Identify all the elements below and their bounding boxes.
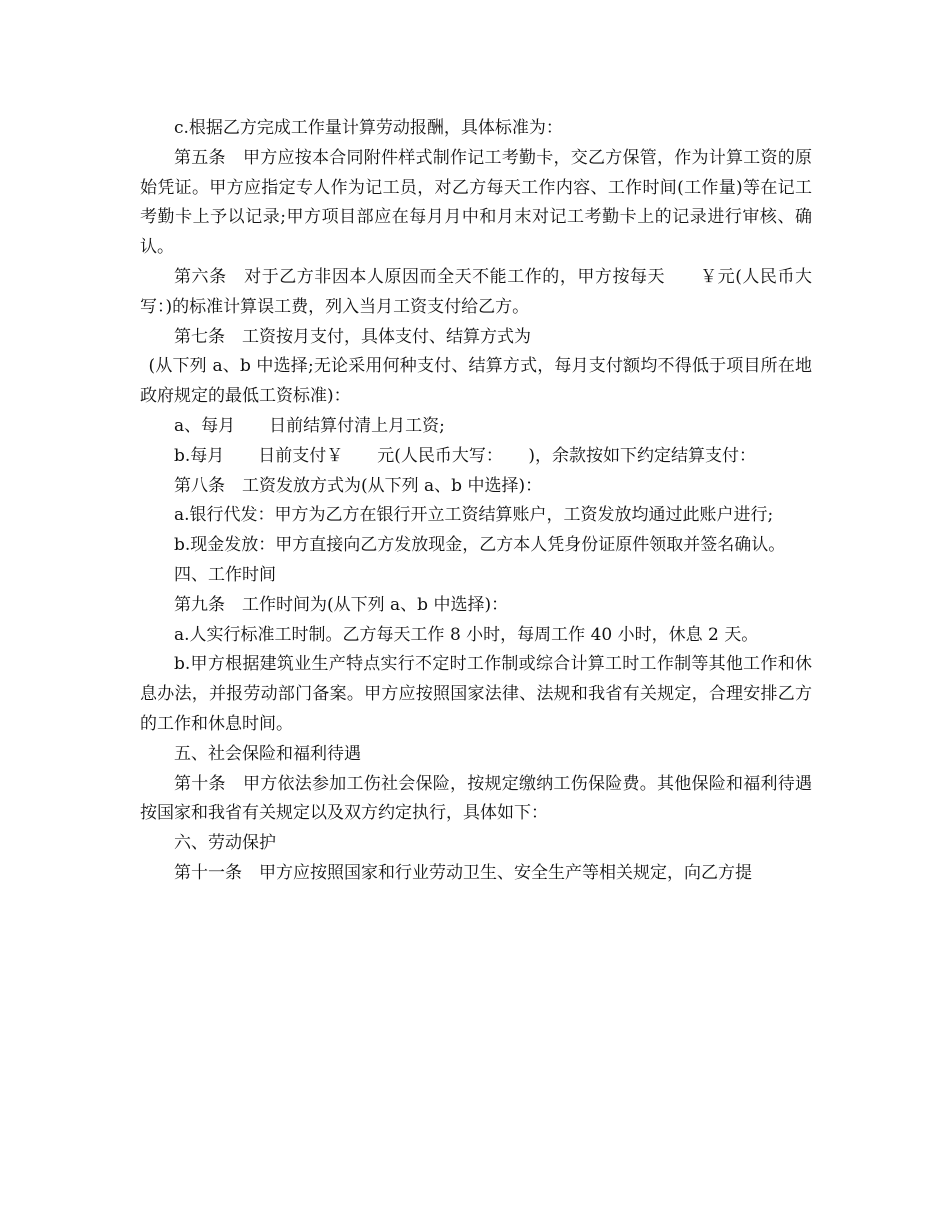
paragraph-article-9: 第九条 工作时间为(从下列 a、b 中选择)： [174, 594, 509, 615]
paragraph-c-remuneration: c.根据乙方完成工作量计算劳动报酬，具体标准为： [174, 118, 563, 138]
paragraph-article-10: 第十条 甲方依法参加工伤社会保险，按规定缴纳工伤保险费。其他保险和福利待遇按国家和我省有关规定以及双方约定执行，具体如下： [140, 773, 812, 824]
section-heading-labor-protection: 六、劳动保护 [174, 833, 276, 854]
paragraph-article-7-a: a、每月 日前结算付清上月工资; [174, 415, 445, 436]
paragraph-article-11: 第十一条 甲方应按照国家和行业劳动卫生、安全生产等相关规定，向乙方提 [174, 862, 752, 883]
paragraph-article-5: 第五条 甲方应按本合同附件样式制作记工考勤卡，交乙方保管，作为计算工资的原始凭证。甲方应指定专人作为记工员，对乙方每天工作内容、工作时间(工作量)等在记工考勤卡上予以记录;甲方项目部应在每月月中和月末对记工考勤卡上的记录进行审核、确认。 [140, 147, 812, 258]
section-heading-working-time: 四、工作时间 [174, 564, 276, 585]
paragraph-article-8-b: b.现金发放：甲方直接向乙方发放现金，乙方本人凭身份证原件领取并签名确认。 [174, 535, 786, 556]
paragraph-article-7-options: (从下列 a、b 中选择;无论采用何种支付、结算方式，每月支付额均不得低于项目所在地政府规定的最低工资标准)： [140, 356, 812, 407]
paragraph-article-7: 第七条 工资按月支付，具体支付、结算方式为 [174, 326, 531, 347]
paragraph-article-7-b: b.每月 日前支付￥ 元(人民币大写： )，余款按如下约定结算支付： [174, 445, 757, 466]
document-body [140, 114, 812, 889]
paragraph-article-8: 第八条 工资发放方式为(从下列 a、b 中选择)： [174, 475, 543, 496]
paragraph-article-6: 第六条 对于乙方非因本人原因而全天不能工作的，甲方按每天 ￥元(人民币大写：)的标准计算误工费，列入当月工资支付给乙方。 [140, 266, 812, 317]
section-heading-social-insurance: 五、社会保险和福利待遇 [174, 743, 361, 764]
paragraph-article-8-a: a.银行代发：甲方为乙方在银行开立工资结算账户，工资发放均通过此账户进行; [174, 505, 774, 526]
paragraph-article-9-a: a.人实行标准工时制。乙方每天工作 8 小时，每周工作 40 小时，休息 2 天。 [174, 624, 759, 645]
paragraph-article-9-b: b.甲方根据建筑业生产特点实行不定时工作制或综合计算工时工作制等其他工作和休息办法，并报劳动部门备案。甲方应按照国家法律、法规和我省有关规定，合理安排乙方的工作和休息时间。 [140, 654, 812, 734]
